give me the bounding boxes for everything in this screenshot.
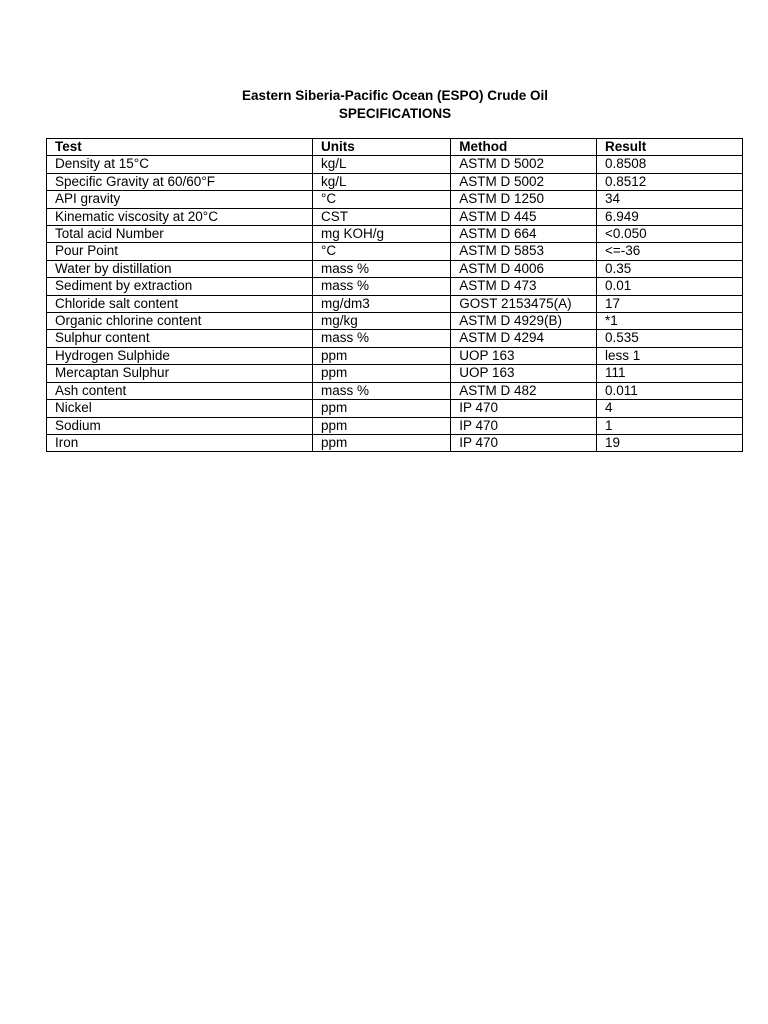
- cell-test: Mercaptan Sulphur: [47, 365, 313, 382]
- cell-test: Density at 15°C: [47, 156, 313, 173]
- cell-result: <0.050: [597, 226, 743, 243]
- cell-units: kg/L: [312, 156, 450, 173]
- cell-method: IP 470: [451, 434, 597, 451]
- cell-method: ASTM D 4929(B): [451, 313, 597, 330]
- cell-method: GOST 2153475(A): [451, 295, 597, 312]
- cell-result: 111: [597, 365, 743, 382]
- cell-test: Pour Point: [47, 243, 313, 260]
- table-row: [47, 330, 743, 347]
- cell-test: Kinematic viscosity at 20°C: [47, 208, 313, 225]
- cell-result: 0.8508: [597, 156, 743, 173]
- table-row: [47, 156, 743, 173]
- cell-units: ppm: [312, 434, 450, 451]
- document-subtitle: SPECIFICATIONS: [338, 106, 452, 121]
- cell-result: 0.8512: [597, 173, 743, 190]
- table-row: [47, 191, 743, 208]
- cell-method: ASTM D 4006: [451, 260, 597, 277]
- cell-test: Sodium: [47, 417, 313, 434]
- table-row: [47, 243, 743, 260]
- table-row: [47, 382, 743, 399]
- table-row: [47, 365, 743, 382]
- cell-units: CST: [312, 208, 450, 225]
- table-row: [47, 295, 743, 312]
- cell-units: mass %: [312, 278, 450, 295]
- cell-test: Chloride salt content: [47, 295, 313, 312]
- table-row: [47, 226, 743, 243]
- cell-method: ASTM D 664: [451, 226, 597, 243]
- cell-result: 17: [597, 295, 743, 312]
- cell-test: Nickel: [47, 400, 313, 417]
- cell-test: Iron: [47, 434, 313, 451]
- cell-test: Total acid Number: [47, 226, 313, 243]
- table-header-row: [47, 139, 743, 156]
- cell-result: 0.01: [597, 278, 743, 295]
- cell-units: mass %: [312, 382, 450, 399]
- cell-method: ASTM D 1250: [451, 191, 597, 208]
- cell-test: Hydrogen Sulphide: [47, 347, 313, 364]
- table-row: [47, 347, 743, 364]
- table-row: [47, 278, 743, 295]
- cell-test: Specific Gravity at 60/60°F: [47, 173, 313, 190]
- cell-result: 6.949: [597, 208, 743, 225]
- table-body: [47, 156, 743, 452]
- cell-test: Water by distillation: [47, 260, 313, 277]
- cell-method: ASTM D 5853: [451, 243, 597, 260]
- cell-test: Sulphur content: [47, 330, 313, 347]
- cell-units: ppm: [312, 400, 450, 417]
- header-test: Test: [47, 139, 313, 156]
- table-row: [47, 400, 743, 417]
- cell-result: <=-36: [597, 243, 743, 260]
- table-row: [47, 434, 743, 451]
- cell-result: 0.011: [597, 382, 743, 399]
- header-method: Method: [451, 139, 597, 156]
- cell-method: ASTM D 4294: [451, 330, 597, 347]
- cell-units: mass %: [312, 260, 450, 277]
- cell-units: ppm: [312, 365, 450, 382]
- cell-method: ASTM D 5002: [451, 173, 597, 190]
- cell-method: ASTM D 482: [451, 382, 597, 399]
- header-units: Units: [312, 139, 450, 156]
- cell-result: 1: [597, 417, 743, 434]
- cell-units: °C: [312, 243, 450, 260]
- table-row: [47, 173, 743, 190]
- table-row: [47, 417, 743, 434]
- cell-units: mg KOH/g: [312, 226, 450, 243]
- document-title: Eastern Siberia-Pacific Ocean (ESPO) Crude Oil: [241, 88, 549, 103]
- specifications-table: [46, 138, 743, 452]
- cell-units: mg/dm3: [312, 295, 450, 312]
- cell-method: ASTM D 445: [451, 208, 597, 225]
- cell-result: 34: [597, 191, 743, 208]
- cell-method: ASTM D 5002: [451, 156, 597, 173]
- cell-method: UOP 163: [451, 365, 597, 382]
- cell-units: mg/kg: [312, 313, 450, 330]
- cell-units: ppm: [312, 347, 450, 364]
- cell-result: 19: [597, 434, 743, 451]
- cell-units: mass %: [312, 330, 450, 347]
- cell-test: API gravity: [47, 191, 313, 208]
- cell-result: 0.535: [597, 330, 743, 347]
- cell-result: 0.35: [597, 260, 743, 277]
- cell-result: *1: [597, 313, 743, 330]
- document-header: [0, 87, 768, 123]
- cell-result: less 1: [597, 347, 743, 364]
- cell-method: IP 470: [451, 417, 597, 434]
- cell-result: 4: [597, 400, 743, 417]
- cell-method: IP 470: [451, 400, 597, 417]
- cell-test: Sediment by extraction: [47, 278, 313, 295]
- table-row: [47, 313, 743, 330]
- cell-units: ppm: [312, 417, 450, 434]
- cell-test: Organic chlorine content: [47, 313, 313, 330]
- cell-test: Ash content: [47, 382, 313, 399]
- cell-method: ASTM D 473: [451, 278, 597, 295]
- table-row: [47, 260, 743, 277]
- cell-method: UOP 163: [451, 347, 597, 364]
- cell-units: °C: [312, 191, 450, 208]
- table-row: [47, 208, 743, 225]
- header-result: Result: [597, 139, 743, 156]
- cell-units: kg/L: [312, 173, 450, 190]
